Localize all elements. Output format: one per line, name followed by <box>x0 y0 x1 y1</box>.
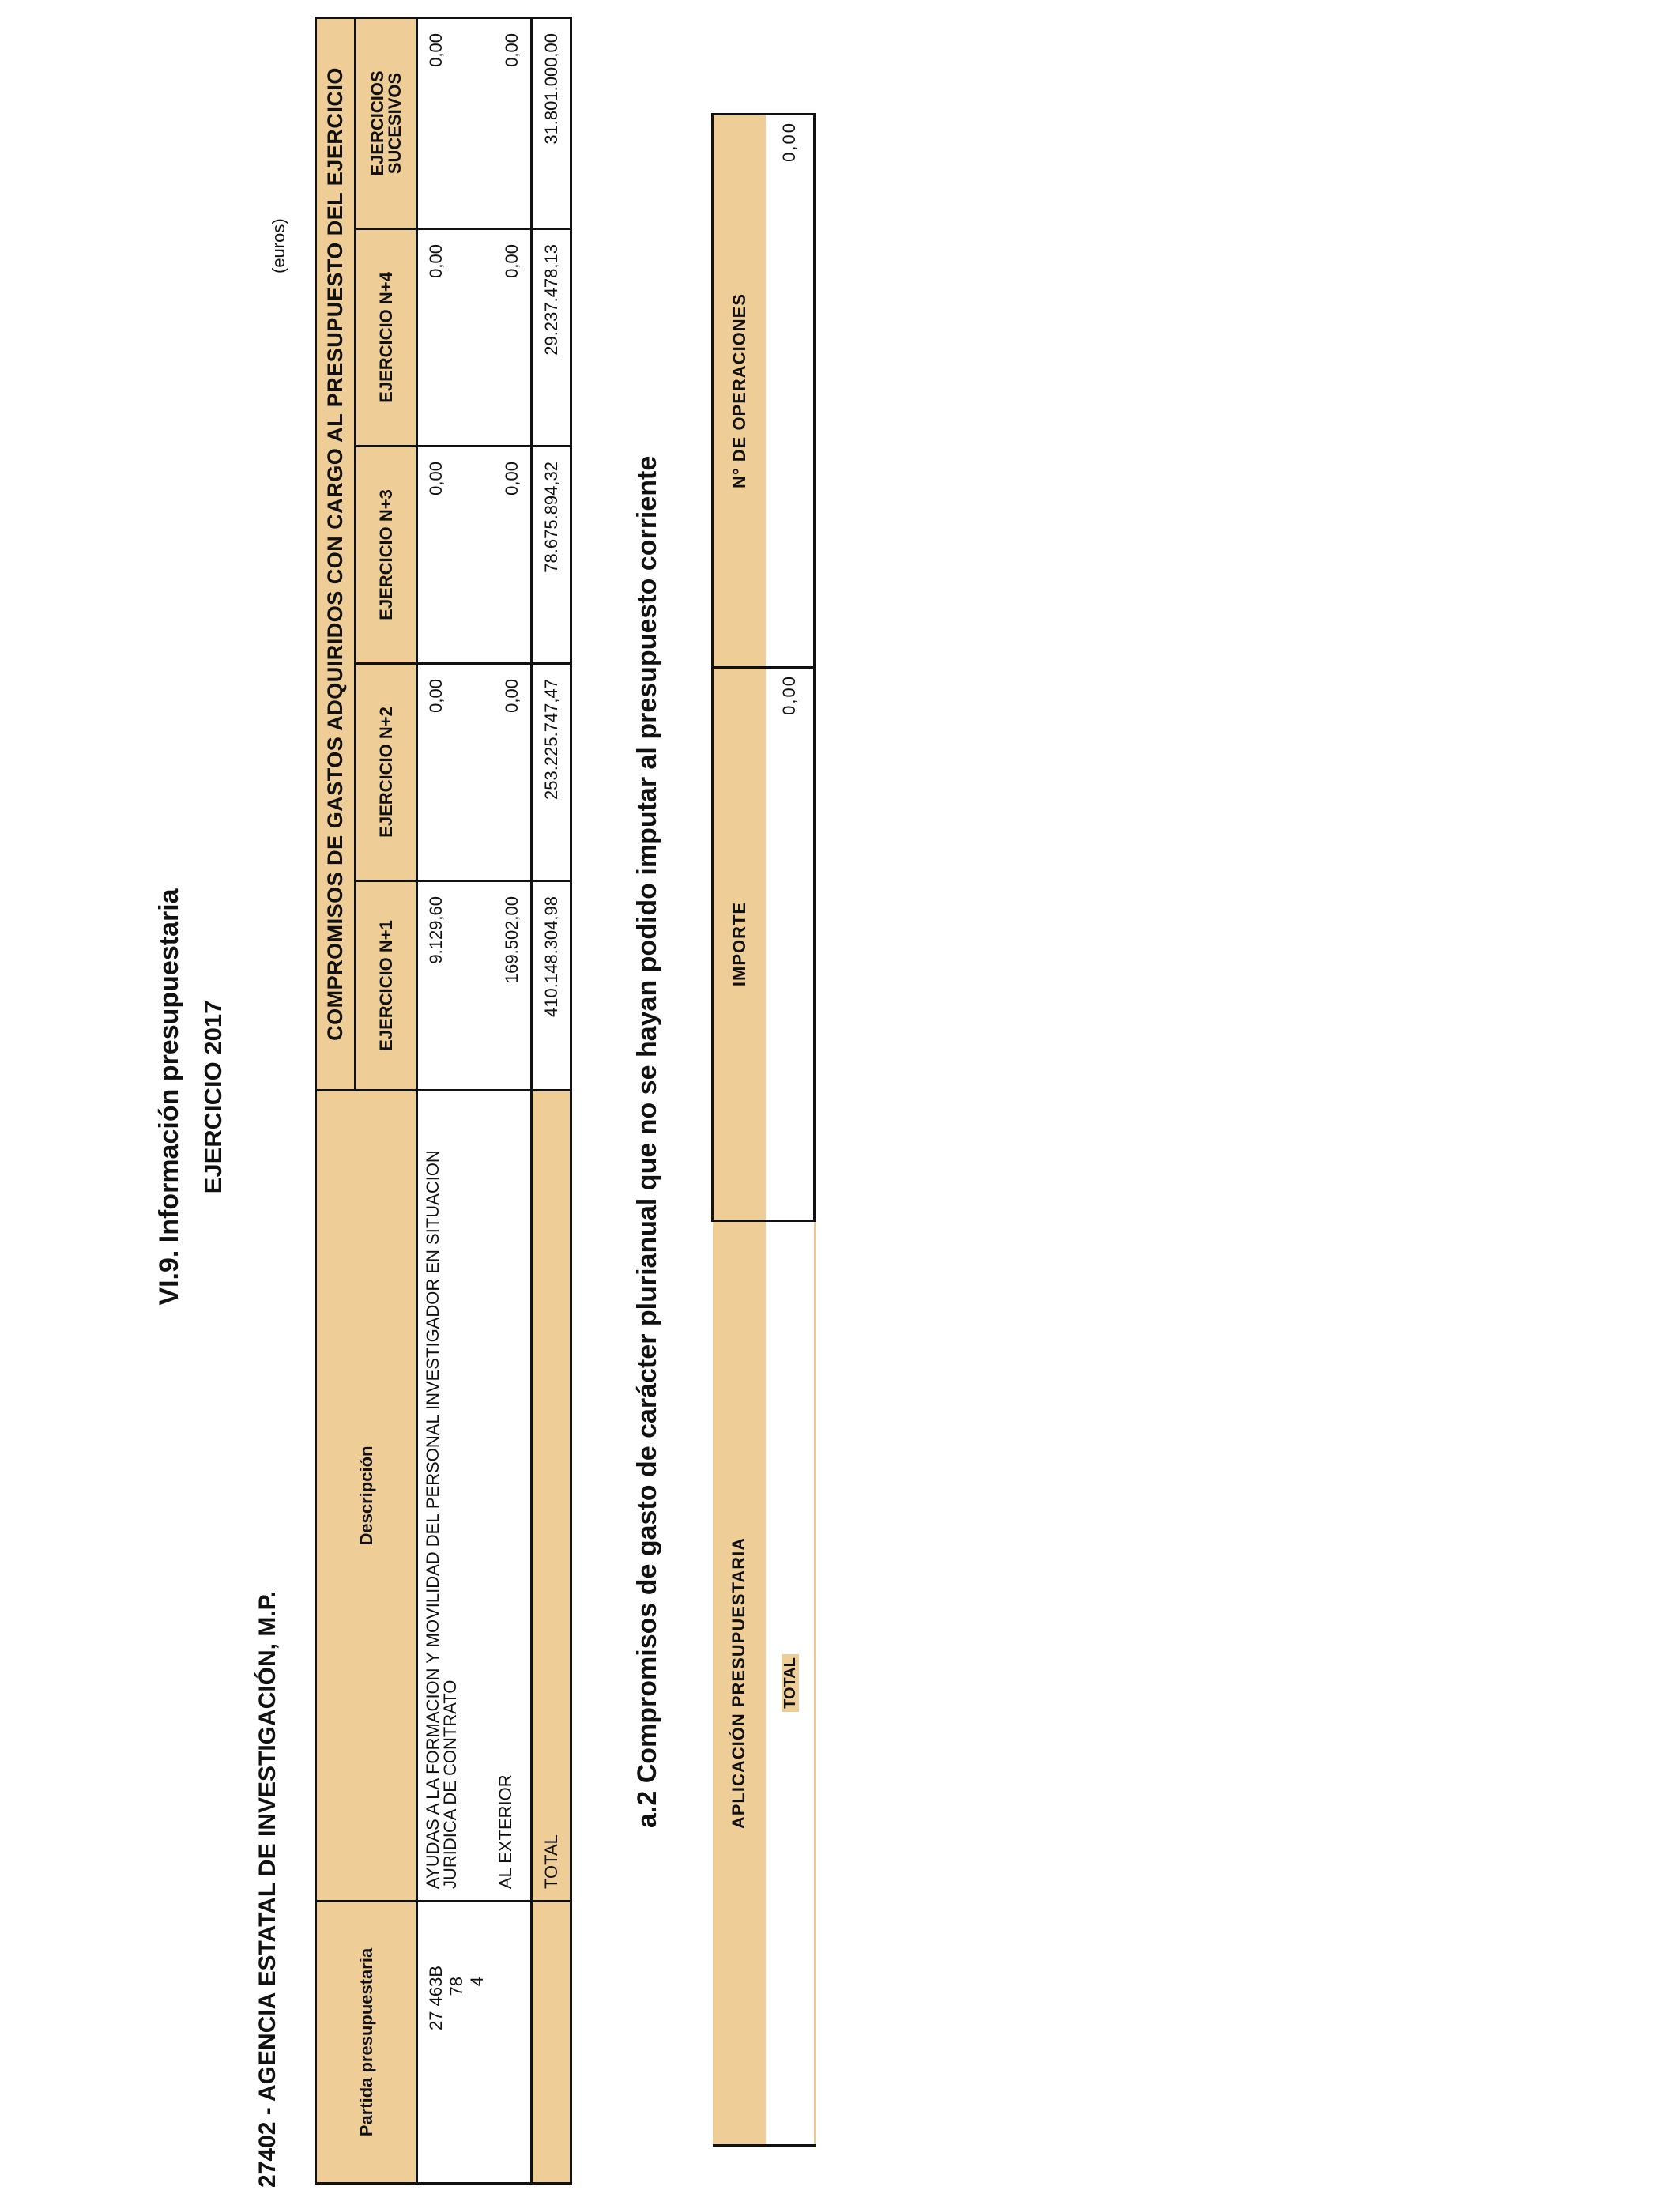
header-descripcion: Descripción <box>316 1091 417 1902</box>
total-n2: 253.225.747,47 <box>532 664 571 881</box>
value-n2-line2: 0,00 <box>502 679 522 713</box>
description-cell <box>417 1091 532 1902</box>
total-label-cell <box>766 1221 815 2146</box>
total-sucesivos: 31.801.000,00 <box>532 17 571 228</box>
a2-total-label: TOTAL <box>782 1654 799 1712</box>
value-sucesivos-line2: 0,00 <box>502 32 522 67</box>
total-row <box>532 17 571 2183</box>
description-sub: AL EXTERIOR <box>495 1774 515 1889</box>
value-n1-line1: 9.129,60 <box>426 896 446 964</box>
agency-name: 27402 - AGENCIA ESTATAL DE INVESTIGACIÓN, M.P. <box>254 1590 281 2188</box>
partida-line: 27 463B <box>426 1966 446 2030</box>
header-ejercicio-n2: EJERCICIO N+2 <box>356 664 417 881</box>
value-n4-line2: 0,00 <box>502 244 522 278</box>
header-ejercicio-n1: EJERCICIO N+1 <box>356 881 417 1091</box>
units-label: (euros) <box>269 218 288 273</box>
total-n3: 78.675.894,32 <box>532 447 571 664</box>
total-partida-cell <box>532 1902 571 2184</box>
description-main: AYUDAS A LA FORMACION Y MOVILIDAD DEL PERSONAL INVESTIGADOR EN SITUACION JURIDICA DE CONTRATO <box>423 1150 460 1889</box>
partida-cell <box>417 1902 532 2184</box>
value-n2-line1: 0,00 <box>426 679 446 713</box>
total-label: TOTAL <box>532 1091 571 1902</box>
header-partida: Partida presupuestaria <box>316 1902 417 2184</box>
value-sucesivos-line1: 0,00 <box>426 32 446 67</box>
section-a2-heading: a.2 Compromisos de gasto de carácter plurianual que no se hayan podido imputar al presupuesto corriente <box>632 455 662 1828</box>
value-n3-line2: 0,00 <box>502 462 522 496</box>
total-n1: 410.148.304,98 <box>532 881 571 1091</box>
value-n1-line2: 169.502,00 <box>502 896 522 984</box>
partida-line: 78 <box>446 1977 466 1996</box>
a2-importe-value: 0,00 <box>766 668 815 1221</box>
value-n3-cell <box>417 447 532 664</box>
header-ejercicio-n3: EJERCICIO N+3 <box>356 447 417 664</box>
header-importe: IMPORTE <box>713 668 767 1221</box>
header-aplicacion: APLICACIÓN PRESUPUESTARIA <box>713 1221 767 2146</box>
value-n4-cell <box>417 229 532 447</box>
page-title: VI.9. Información presupuestaria <box>154 888 184 1306</box>
partida-line: 4 <box>467 1977 487 1987</box>
value-sucesivos-cell <box>417 17 532 228</box>
value-n2-cell <box>417 664 532 881</box>
table-row <box>417 17 532 2183</box>
header-ejercicios-sucesivos: EJERCICIOS SUCESIVOS <box>356 17 417 228</box>
header-operaciones: N° DE OPERACIONES <box>713 115 767 668</box>
header-ejercicio-n4: EJERCICIO N+4 <box>356 229 417 447</box>
commitments-table <box>315 17 572 2185</box>
a2-operaciones-value: 0,00 <box>766 115 815 668</box>
header-commitments-group: COMPROMISOS DE GASTOS ADQUIRIDOS CON CARGO AL PRESUPUESTO DEL EJERCICIO <box>316 17 356 1090</box>
value-n3-line1: 0,00 <box>426 462 446 496</box>
total-n4: 29.237.478,13 <box>532 229 571 447</box>
uncommitted-table <box>711 113 816 2147</box>
value-n1-cell <box>417 881 532 1091</box>
value-n4-line1: 0,00 <box>426 244 446 278</box>
page-subtitle: EJERCICIO 2017 <box>199 1000 227 1194</box>
